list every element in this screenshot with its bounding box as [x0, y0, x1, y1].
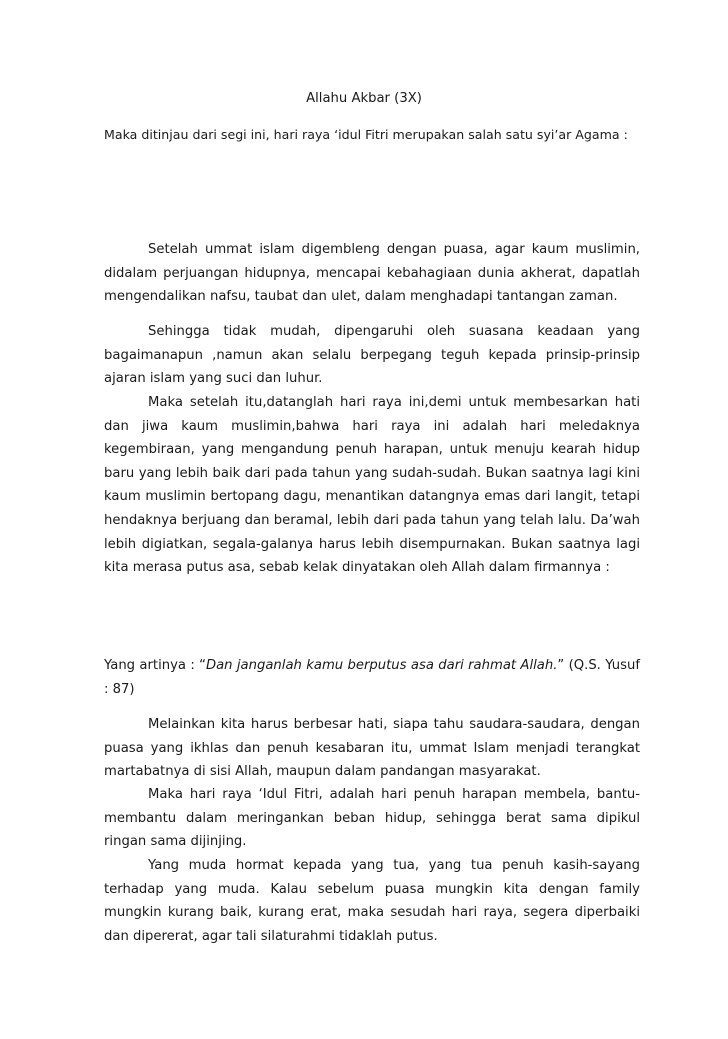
paragraph-melainkan: Melainkan kita harus berbesar hati, siapa tahu saudara-saudara, dengan puasa yang ikhlas dan penuh kesabaran itu, ummat Islam menjadi terangkat martabatnya di sisi Allah, maupun dalam pandangan masyarakat.	[104, 717, 640, 780]
paragraph-artinya	[104, 654, 640, 701]
paragraph-sehingga: Sehingga tidak mudah, dipengaruhi oleh suasana keadaan yang bagaimanapun ,namun akan selalu berpegang teguh kepada prinsip-prinsip ajaran islam yang suci dan luhur.	[104, 324, 640, 387]
page-heading: Allahu Akbar (3X)	[306, 91, 422, 106]
artinya-prefix: Yang artinya : “	[104, 658, 206, 673]
paragraph-setelah: Setelah ummat islam digembleng dengan puasa, agar kaum muslimin, didalam perjuangan hidupnya, mencapai kebahagiaan dunia akherat, dapatlah mengendalikan nafsu, taubat dan ulet, dalam menghadapi tantangan zaman.	[104, 242, 640, 305]
paragraph-yang-muda: Yang muda hormat kepada yang tua, yang tua penuh kasih-sayang terhadap yang muda. Kalau sebelum puasa mungkin kita dengan family mungkin kurang baik, kurang erat, maka sesudah hari raya, segera diperbaiki dan dipererat, agar tali silaturahmi tidaklah putus.	[104, 858, 640, 944]
artinya-suffix: ” (Q.S. Yusuf : 87)	[104, 658, 640, 697]
paragraph-maka: Maka setelah itu,datanglah hari raya ini,demi untuk membesarkan hati dan jiwa kaum muslimin,bahwa hari raya ini adalah hari meledaknya kegembiraan, yang mengandung penuh harapan, untuk menuju kearah hidup baru yang lebih baik dari pada tahun yang sudah-sudah. Bukan saatnya lagi kini kaum muslimin bertopang dagu, menantikan datangnya emas dari langit, tetapi hendaknya berjuang dan beramal, lebih dari pada tahun yang telah lalu. Da’wah lebih digiatkan, segala-galanya harus lebih disempurnakan. Bukan saatnya lagi kita merasa putus asa, sebab kelak dinyatakan oleh Allah dalam firmannya :	[104, 395, 640, 576]
artinya-quote: Dan janganlah kamu berputus asa dari rahmat Allah.	[205, 658, 558, 673]
intro-paragraph: Maka ditinjau dari segi ini, hari raya ‘idul Fitri merupakan salah satu syi’ar Agama :	[104, 127, 628, 142]
paragraph-idul-fitri: Maka hari raya ‘Idul Fitri, adalah hari penuh harapan membela, bantu-membantu dalam meringankan beban hidup, sehingga berat sama dipikul ringan sama dijinjing.	[104, 787, 640, 850]
